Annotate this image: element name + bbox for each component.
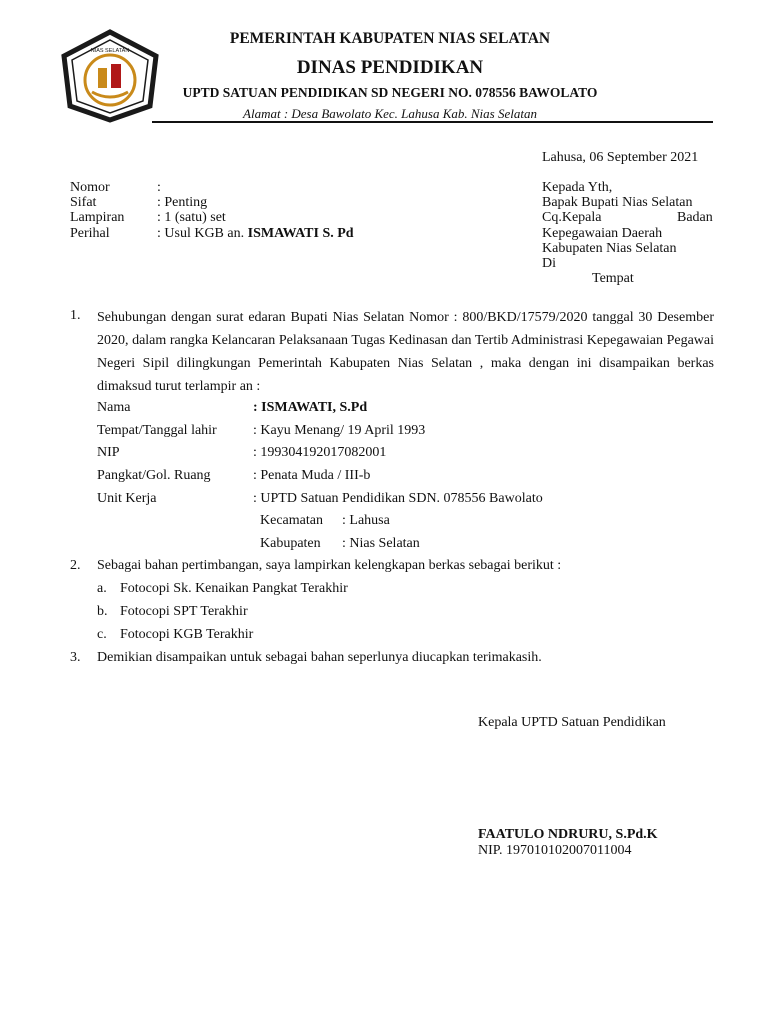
field-nip-value: : 199304192017082001	[253, 445, 387, 460]
recipient-line-5: Kabupaten Nias Selatan	[542, 241, 677, 256]
field-unit-label: Unit Kerja	[97, 491, 157, 506]
paragraph-1-number: 1.	[70, 308, 81, 323]
list-item-a: Fotocopi Sk. Kenaikan Pangkat Terakhir	[120, 581, 348, 596]
field-nip-label: NIP	[97, 445, 120, 460]
logo-text: NIAS SELATAN	[90, 48, 130, 54]
recipient-line-2: Bapak Bupati Nias Selatan	[542, 195, 693, 210]
field-kecamatan-label: Kecamatan	[260, 513, 323, 528]
nomor-label: Nomor	[70, 180, 110, 195]
field-pangkat-label: Pangkat/Gol. Ruang	[97, 468, 211, 483]
recipient-line-6: Di	[542, 256, 556, 271]
letterhead-divider	[152, 121, 713, 123]
letterhead-address: Alamat : Desa Bawolato Kec. Lahusa Kab. Nias Selatan	[243, 106, 537, 121]
perihal-value	[157, 226, 354, 242]
field-ttl-value: : Kayu Menang/ 19 April 1993	[253, 423, 426, 438]
field-kecamatan-value: : Lahusa	[342, 513, 390, 528]
recipient-line-4: Kepegawaian Daerah	[542, 226, 663, 241]
lampiran-value: : 1 (satu) set	[157, 210, 226, 225]
regency-logo	[58, 28, 162, 124]
perihal-prefix: : Usul KGB an.	[157, 226, 245, 241]
signature-nip: NIP. 197010102007011004	[478, 843, 632, 858]
paragraph-3-number: 3.	[70, 650, 81, 665]
letter-date: Lahusa, 06 September 2021	[542, 150, 699, 165]
lampiran-label: Lampiran	[70, 210, 125, 225]
sifat-value: : Penting	[157, 195, 208, 210]
field-pangkat-value: : Penata Muda / III-b	[253, 468, 371, 483]
paragraph-2-number: 2.	[70, 558, 81, 573]
recipient-line-1: Kepada Yth,	[542, 180, 613, 195]
list-item-b-letter: b.	[97, 604, 108, 619]
field-unit-value: : UPTD Satuan Pendidikan SDN. 078556 Bawolato	[253, 491, 543, 506]
perihal-name: ISMAWATI S. Pd	[247, 226, 354, 241]
field-kabupaten-value: : Nias Selatan	[342, 536, 420, 551]
recipient-line-3a: Cq.Kepala	[542, 210, 602, 225]
paragraph-3: Demikian disampaikan untuk sebagai bahan seperlunya diucapkan terimakasih.	[97, 650, 542, 665]
sifat-label: Sifat	[70, 195, 97, 210]
letterhead-department: DINAS PENDIDIKAN	[296, 57, 484, 78]
field-kabupaten-label: Kabupaten	[260, 536, 321, 551]
list-item-b: Fotocopi SPT Terakhir	[120, 604, 248, 619]
nomor-value: :	[157, 180, 161, 195]
letterhead-school: UPTD SATUAN PENDIDIKAN SD NEGERI NO. 078556 BAWOLATO	[182, 85, 598, 100]
letterhead-government: PEMERINTAH KABUPATEN NIAS SELATAN	[229, 30, 551, 47]
field-nama-value: : ISMAWATI, S.Pd	[253, 400, 368, 415]
paragraph-1: Sehubungan dengan surat edaran Bupati Nias Selatan Nomor : 800/BKD/17579/2020 tanggal 30 Desember 2020, dalam rangka Kelancaran Pelaksanaan Tugas Kedinasan dan Tertib Administrasi Kepegawaian Pegawai Negeri Sipil dilingkungan Pemerintah Kabupaten Nias Selatan , maka dengan ini disampaikan berkas dimaksud turut terlampir an :	[97, 310, 714, 394]
recipient-line-3b: Badan	[677, 210, 713, 225]
list-item-c-letter: c.	[97, 627, 107, 642]
signature-title: Kepala UPTD Satuan Pendidikan	[478, 715, 666, 730]
list-item-a-letter: a.	[97, 581, 107, 596]
field-nama-label: Nama	[97, 400, 131, 415]
recipient-line-7: Tempat	[592, 271, 634, 286]
list-item-c: Fotocopi KGB Terakhir	[120, 627, 254, 642]
field-ttl-label: Tempat/Tanggal lahir	[97, 423, 217, 438]
paragraph-2: Sebagai bahan pertimbangan, saya lampirkan kelengkapan berkas sebagai berikut :	[97, 558, 562, 573]
perihal-label: Perihal	[70, 226, 110, 241]
signature-name: FAATULO NDRURU, S.Pd.K	[478, 827, 658, 842]
